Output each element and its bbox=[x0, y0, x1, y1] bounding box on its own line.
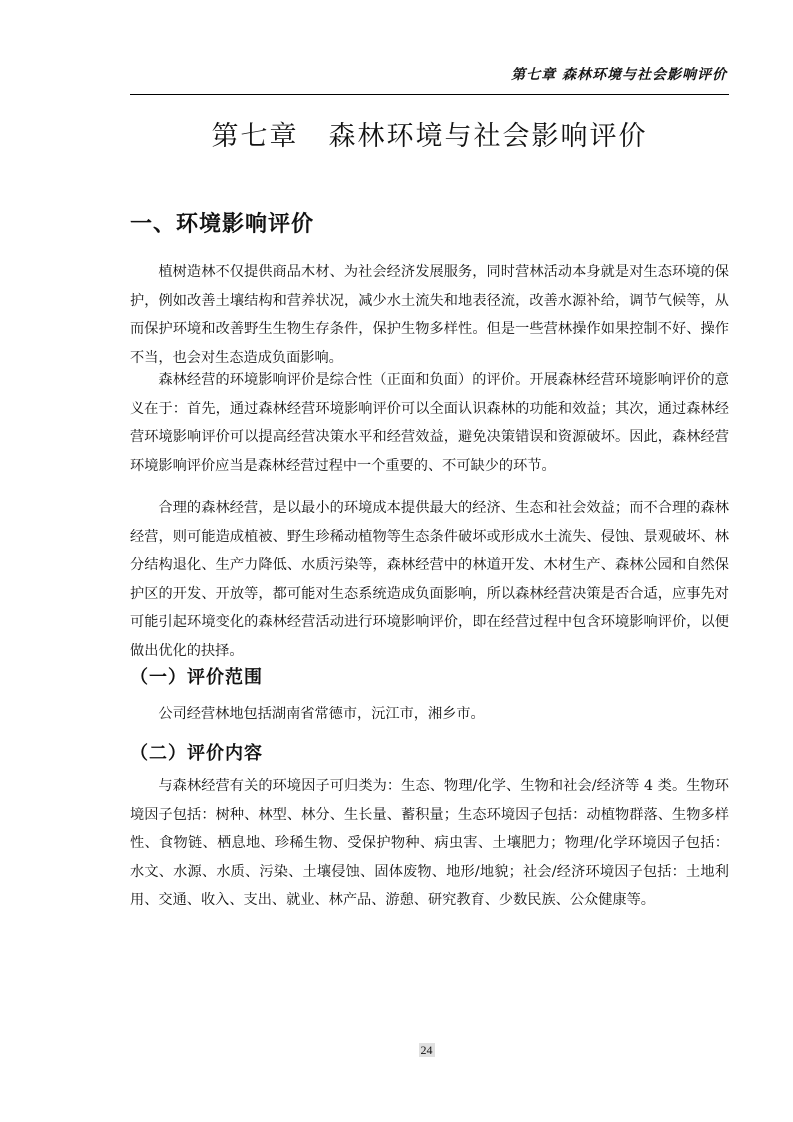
section-heading: 一、环境影响评价 bbox=[130, 212, 315, 237]
paragraph-3: 合理的森林经营，是以最小的环境成本提供最大的经济、生态和社会效益；而不合理的森林经营，则可能造成植被、野生珍稀动植物等生态条件破坏或形成水土流失、侵蚀、景观破坏、林分结构退化、生产力降低、水质污染等，森林经营中的林道开发、木材生产、森林公园和自然保护区的开发、开放等，都可能对生态系统造成负面影响，所以森林经营决策是否合适，应事先对可能引起环境变化的森林经营活动进行环境影响评价，即在经营过程中包含环境影响评价，以便做出优化的抉择。 bbox=[130, 500, 729, 659]
paragraph-scope: 公司经营林地包括湖南省常德市，沅江市，湘乡市。 bbox=[158, 706, 485, 722]
header-rule bbox=[130, 94, 729, 95]
chapter-title bbox=[130, 114, 729, 153]
paragraph-2: 森林经营的环境影响评价是综合性（正面和负面）的评价。开展森林经营环境影响评价的意义在于：首先，通过森林经营环境影响评价可以全面认识森林的功能和效益；其次，通过森林经营环境影响评价可以提高经营决策水平和经营效益，避免决策错误和资源破坏。因此，森林经营环境影响评价应当是森林经营过程中一个重要的、不可缺少的环节。 bbox=[130, 372, 729, 474]
page-number bbox=[0, 1043, 793, 1058]
paragraph-1: 植树造林不仅提供商品木材、为社会经济发展服务，同时营林活动本身就是对生态环境的保护，例如改善土壤结构和营养状况，减少水土流失和地表径流，改善水源补给，调节气候等，从而保护环境和改善野生生物生存条件，保护生物多样性。但是一些营林操作如果控制不好、操作不当，也会对生态造成负面影响。 bbox=[130, 264, 729, 366]
chapter-number: 第七章 bbox=[211, 121, 299, 153]
subsection-heading-scope: （一）评价范围 bbox=[130, 667, 263, 688]
paragraph-content: 与森林经营有关的环境因子可归类为：生态、物理/化学、生物和社会/经济等 4 类。生物环境因子包括：树种、林型、林分、生长量、蓄积量；生态环境因子包括：动植物群落、生物多样性、食物链、栖息地、珍稀生物、受保护物种、病虫害、土壤肥力；物理/化学环境因子包括：水文、水源、水质、污染、土壤侵蚀、固体废物、地形/地貌；社会/经济环境因子包括：土地利用、交通、收入、支出、就业、林产品、游憩、研究教育、少数民族、公众健康等。 bbox=[130, 778, 729, 908]
running-header: 第七章 森林环境与社会影响评价 bbox=[511, 67, 727, 83]
chapter-title-text: 森林环境与社会影响评价 bbox=[328, 121, 648, 153]
subsection-heading-content: （二）评价内容 bbox=[130, 743, 263, 764]
page-number-text: 24 bbox=[420, 1043, 433, 1057]
